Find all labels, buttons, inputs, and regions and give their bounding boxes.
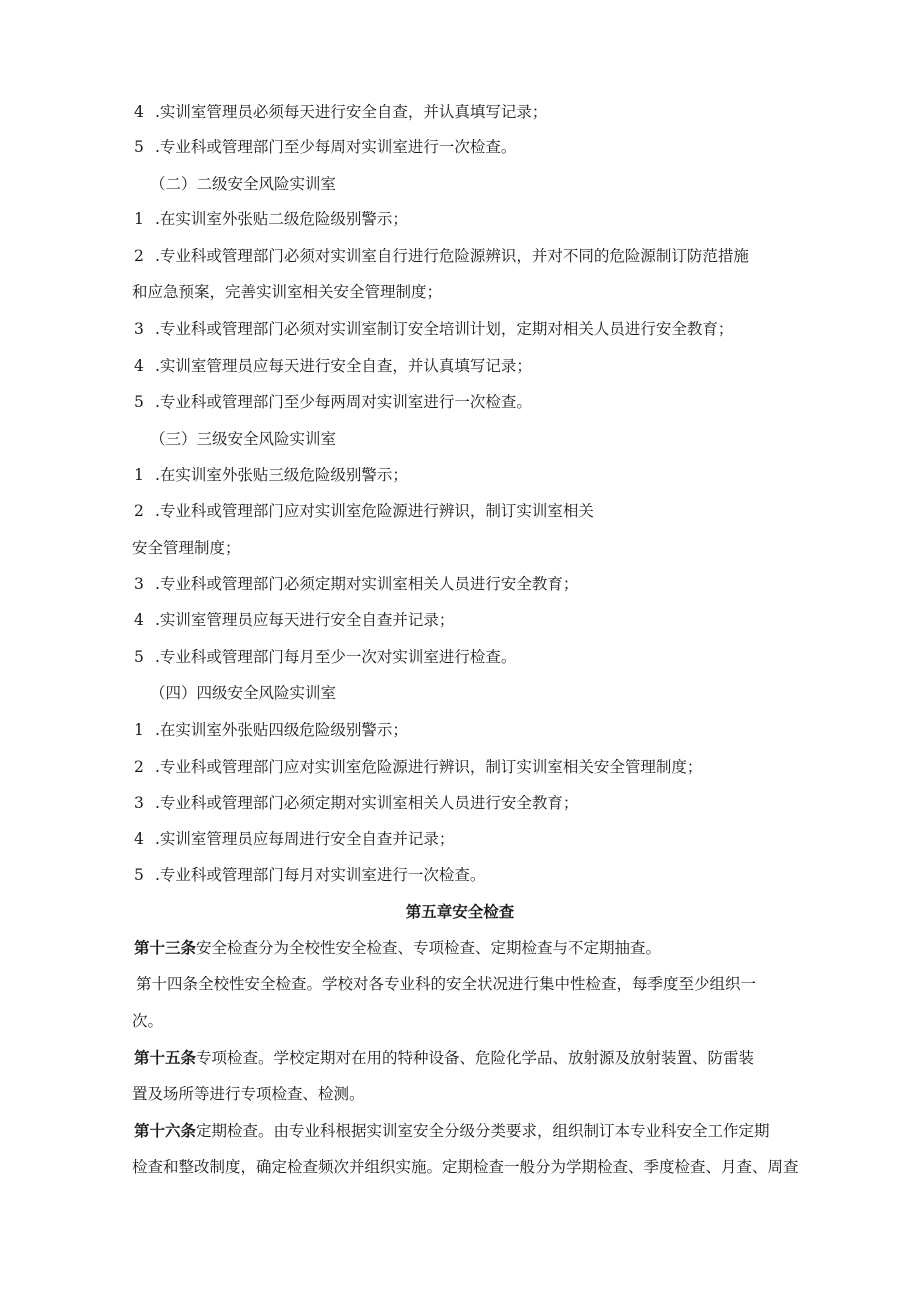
item-text: .专业科或管理部门至少每两周对实训室进行一次检查。	[155, 393, 532, 411]
item-number: 3	[134, 320, 144, 338]
item-number: 5	[134, 648, 144, 666]
item-text: 和应急预案，完善实训室相关安全管理制度；	[132, 283, 443, 301]
item-text: .实训室管理员应每周进行安全自查并记录；	[155, 830, 455, 848]
item-text: .专业科或管理部门应对实训室危险源进行辨识，制订实训室相关	[155, 502, 594, 520]
item-text: .专业科或管理部门必须对实训室制订安全培训计划，定期对相关人员进行安全教育；	[155, 320, 734, 338]
item-number: 1	[134, 466, 144, 484]
item-text: .实训室管理员必须每天进行安全自查，并认真填写记录；	[155, 103, 548, 121]
item-text: .专业科或管理部门必须对实训室自行进行危险源辨识，并对不同的危险源制订防范措施	[155, 247, 749, 265]
item-number: 4	[134, 611, 144, 629]
item-number: 1	[134, 210, 144, 228]
item-number: 3	[134, 794, 144, 812]
article-text: 专项检查。学校定期对在用的特种设备、危险化学品、放射源及放射装置、防雷装	[196, 1049, 755, 1067]
item-text: .专业科或管理部门必须定期对实训室相关人员进行安全教育；	[155, 794, 579, 812]
article-text: 置及场所等进行专项检查、检测。	[132, 1085, 365, 1103]
article-text: 次。	[132, 1012, 164, 1030]
item-number: 4	[134, 830, 144, 848]
item-text: .在实训室外张贴三级危险级别警示；	[155, 466, 408, 484]
section-title-text: （三）三级安全风险实训室	[150, 430, 337, 448]
item-number: 2	[134, 502, 144, 520]
item-text: .专业科或管理部门应对实训室危险源进行辨识，制订实训室相关安全管理制度；	[155, 758, 703, 776]
item-text: .在实训室外张贴四级危险级别警示；	[155, 721, 408, 739]
item-text: 安全管理制度；	[132, 539, 241, 557]
section-title-text: （四）四级安全风险实训室	[150, 684, 337, 702]
item-number: 5	[134, 866, 144, 884]
article-label: 第十三条	[134, 939, 197, 957]
chapter-heading: 第五章安全检查	[405, 903, 515, 921]
article-text: 检查和整改制度，确定检查频次并组织实施。定期检查一般分为学期检查、季度检查、月查、周查	[132, 1158, 799, 1176]
item-number: 2	[134, 247, 144, 265]
item-number: 4	[134, 103, 144, 121]
article-label: 第十六条	[134, 1122, 197, 1140]
item-text: .专业科或管理部门每月至少一次对实训室进行检查。	[155, 648, 517, 666]
item-text: .实训室管理员应每天进行安全自查，并认真填写记录；	[155, 357, 532, 375]
item-number: 1	[134, 721, 144, 739]
item-number: 4	[134, 357, 144, 375]
item-text: .实训室管理员应每天进行安全自查并记录；	[155, 611, 455, 629]
section-title-text: （二）二级安全风险实训室	[150, 175, 337, 193]
article-text: 安全检查分为全校性安全检查、专项检查、定期检查与不定期抽查。	[196, 939, 662, 957]
item-number: 5	[134, 393, 144, 411]
item-text: .专业科或管理部门至少每周对实训室进行一次检查。	[155, 138, 517, 156]
article-text: 第十四条全校性安全检查。学校对各专业科的安全状况进行集中性检查，每季度至少组织一	[136, 975, 757, 993]
item-text: .专业科或管理部门每月对实训室进行一次检查。	[155, 866, 486, 884]
item-number: 2	[134, 758, 144, 776]
article-text: 定期检查。由专业科根据实训室安全分级分类要求，组织制订本专业科安全工作定期	[196, 1122, 770, 1140]
item-number: 5	[134, 138, 144, 156]
item-text: .专业科或管理部门必须定期对实训室相关人员进行安全教育；	[155, 575, 579, 593]
item-number: 3	[134, 575, 144, 593]
article-label: 第十五条	[134, 1049, 197, 1067]
item-text: .在实训室外张贴二级危险级别警示；	[155, 210, 408, 228]
